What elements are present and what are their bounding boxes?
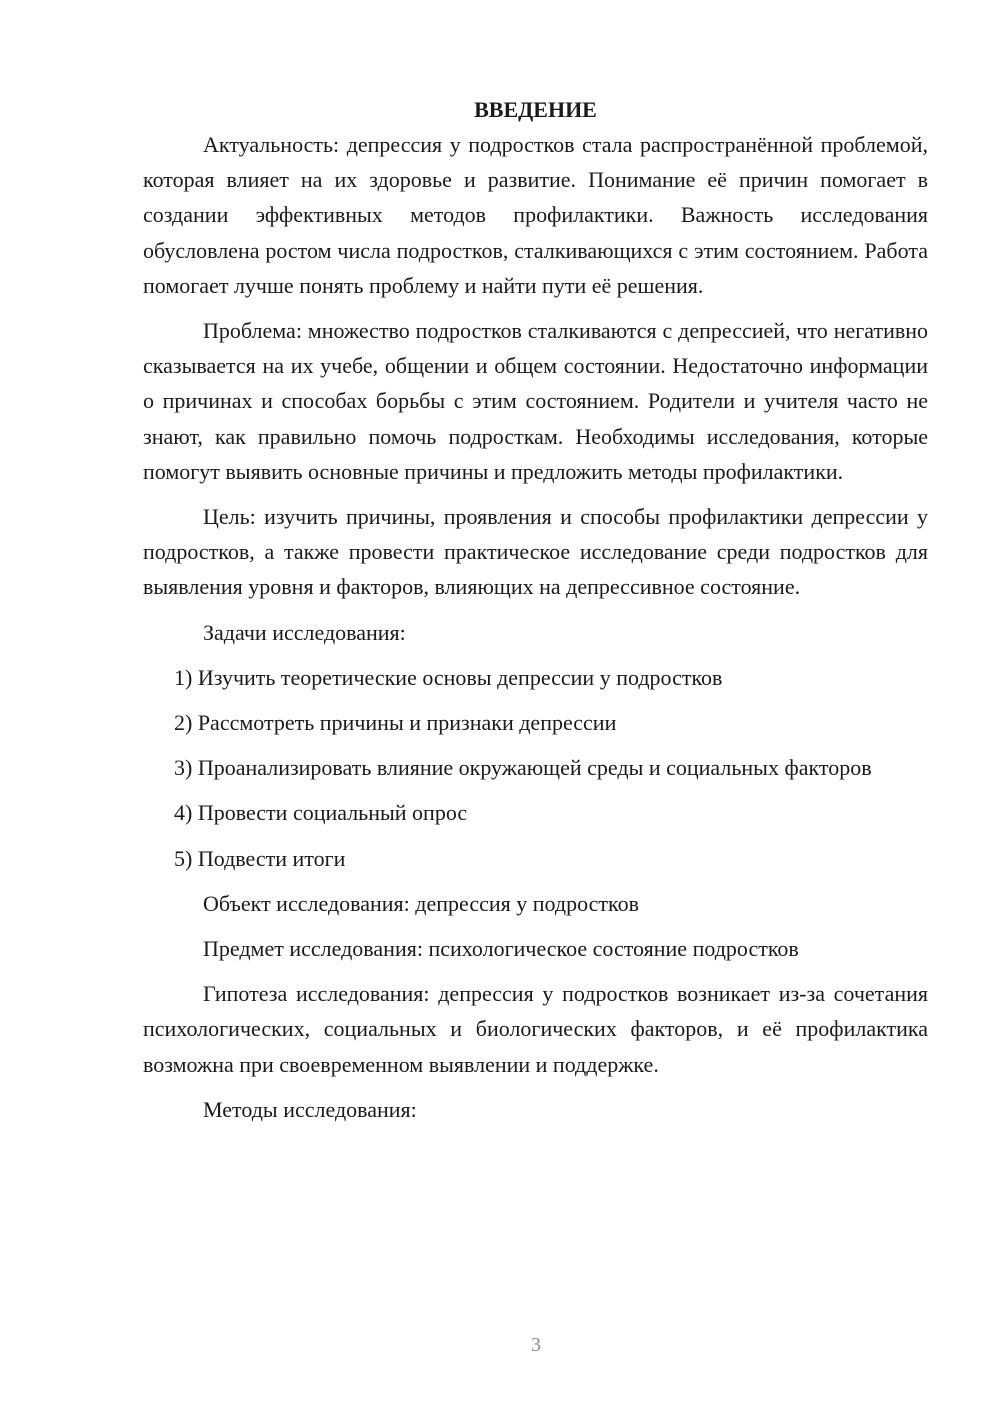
paragraph-relevance: Актуальность: депрессия у подростков стала распространённой проблемой, которая влияет на их здоровье и развитие. Понимание её причин помогает в создании эффективных методов профилактики. Важность исследования обусловлена ростом числа подростков, сталкивающихся с этим состоянием. Работа помогает лучше понять проблему и найти пути её решения. [143,132,928,298]
list-item: 1) Изучить теоретические основы депрессии у подростков [174,664,723,690]
methods-title: Методы исследования: [203,1096,417,1122]
paragraph-goal: Цель: изучить причины, проявления и способы профилактики депрессии у подростков, а также провести практическое исследование среди подростков для выявления уровня и факторов, влияющих на депрессивное состояние. [143,504,928,600]
paragraph-object: Объект исследования: депрессия у подростков [203,890,639,916]
list-item: 2) Рассмотреть причины и признаки депрессии [174,710,617,736]
page-number: 3 [531,1334,541,1356]
list-item: 3) Проанализировать влияние окружающей среды и социальных факторов [174,755,872,781]
tasks-title: Задачи исследования: [203,619,406,645]
paragraph-problem: Проблема: множество подростков сталкиваются с депрессией, что негативно сказывается на их учебе, общении и общем состоянии. Недостаточно информации о причинах и способах борьбы с этим состоянием. Родители и учителя часто не знают, как правильно помочь подросткам. Необходимы исследования, которые помогут выявить основные причины и предложить методы профилактики. [143,318,928,484]
tasks-list [143,660,928,876]
list-item: 5) Подвести итоги [174,845,346,871]
section-heading: ВВЕДЕНИЕ [474,97,597,122]
paragraph-subject: Предмет исследования: психологическое состояние подростков [203,936,799,962]
paragraph-hypothesis: Гипотеза исследования: депрессия у подростков возникает из-за сочетания психологических, социальных и биологических факторов, и её профилактика возможна при своевременном выявлении и поддержке. [143,981,928,1077]
list-item: 4) Провести социальный опрос [174,800,468,826]
document-page [143,94,928,1137]
